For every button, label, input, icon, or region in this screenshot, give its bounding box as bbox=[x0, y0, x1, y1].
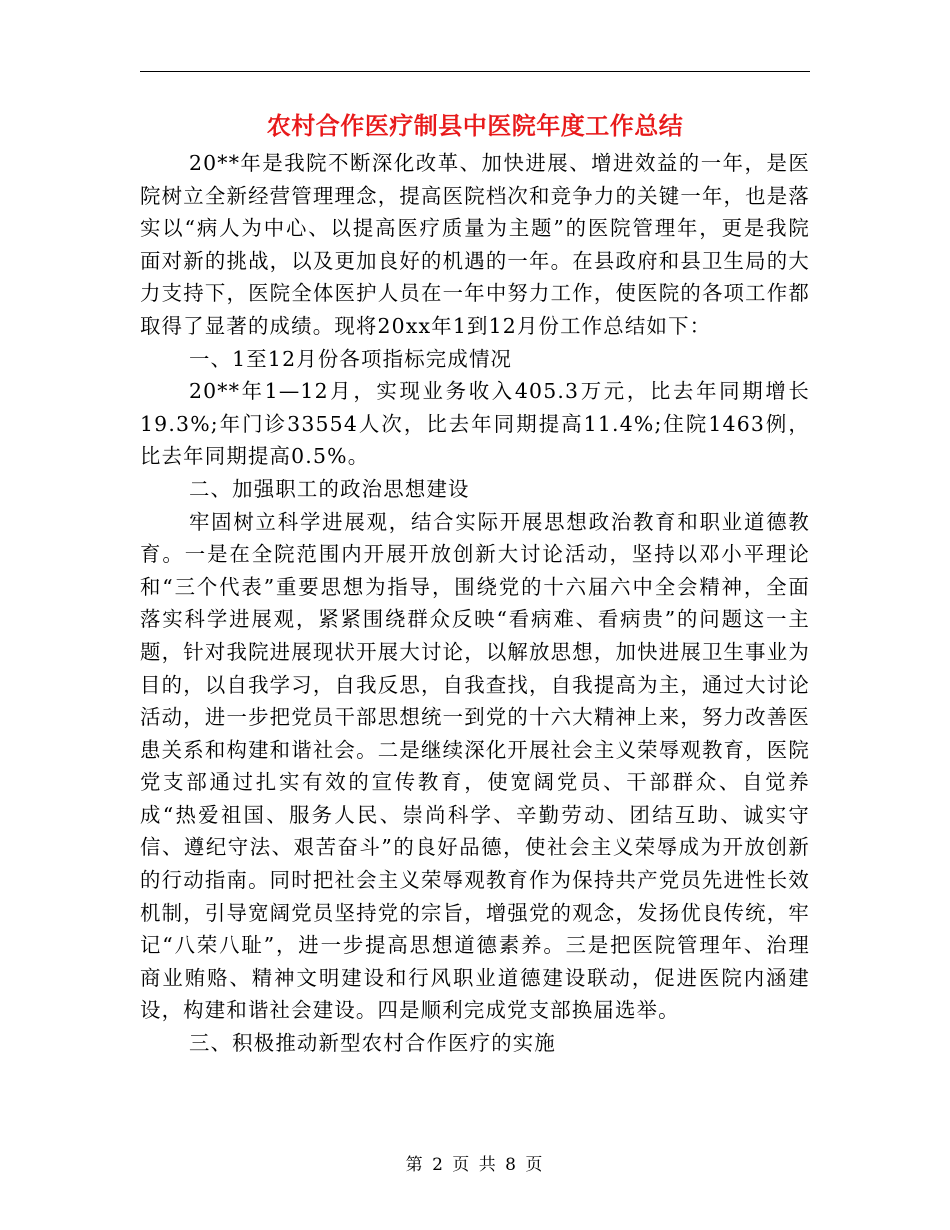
page-number: 第 2 页 共 8 页 bbox=[405, 1155, 545, 1175]
section-heading-2: 二、加强职工的政治思想建设 bbox=[188, 476, 470, 501]
paragraph-intro: 20**年是我院不断深化改革、加快进展、增进效益的一年，是医院树立全新经营管理理念，提高医院档次和竞争力的关键一年，也是落实以“病人为中心、以提高医疗质量为主题”的医院管理年，更是我院面对新的挑战，以及更加良好的机遇的一年。在县政府和县卫生局的大力支持下，医院全体医护人员在一年中努力工作，使医院的各项工作都取得了显著的成绩。现将20xx年1到12月份工作总结如下： bbox=[140, 151, 810, 338]
section-heading-3: 三、积极推动新型农村合作医疗的实施 bbox=[188, 1031, 556, 1056]
paragraph-indicators: 20**年1—12月，实现业务收入405.3万元，比去年同期增长19.3%;年门诊33554人次，比去年同期提高11.4%;住院1463例，比去年同期提高0.5%。 bbox=[140, 379, 810, 469]
document-body bbox=[140, 147, 810, 1060]
section-heading-1: 一、1至12月份各项指标完成情况 bbox=[188, 346, 513, 371]
document-title: 农村合作医疗制县中医院年度工作总结 bbox=[266, 112, 684, 140]
paragraph-political-education: 牢固树立科学进展观，结合实际开展思想政治教育和职业道德教育。一是在全院范围内开展开放创新大讨论活动，坚持以邓小平理论和“三个代表”重要思想为指导，围绕党的十六届六中全会精神，全面落实科学进展观，紧紧围绕群众反映“看病难、看病贵”的问题这一主题，针对我院进展现状开展大讨论，以解放思想，加快进展卫生事业为目的，以自我学习，自我反思，自我查找，自我提高为主，通过大讨论活动，进一步把党员干部思想统一到党的十六大精神上来，努力改善医患关系和构建和谐社会。二是继续深化开展社会主义荣辱观教育，医院党支部通过扎实有效的宣传教育，使宽阔党员、干部群众、自觉养成“热爱祖国、服务人民、崇尚科学、辛勤劳动、团结互助、诚实守信、遵纪守法、艰苦奋斗”的良好品德，使社会主义荣辱成为开放创新的行动指南。同时把社会主义荣辱观教育作为保持共产党员先进性长效机制，引导宽阔党员坚持党的宗旨，增强党的观念，发扬优良传统，牢记“八荣八耻”，进一步提高思想道德素养。三是把医院管理年、治理商业贿赂、精神文明建设和行风职业道德建设联动，促进医院内涵建设，构建和谐社会建设。四是顺利完成党支部换届选举。 bbox=[140, 509, 810, 1023]
header-rule bbox=[140, 71, 810, 72]
